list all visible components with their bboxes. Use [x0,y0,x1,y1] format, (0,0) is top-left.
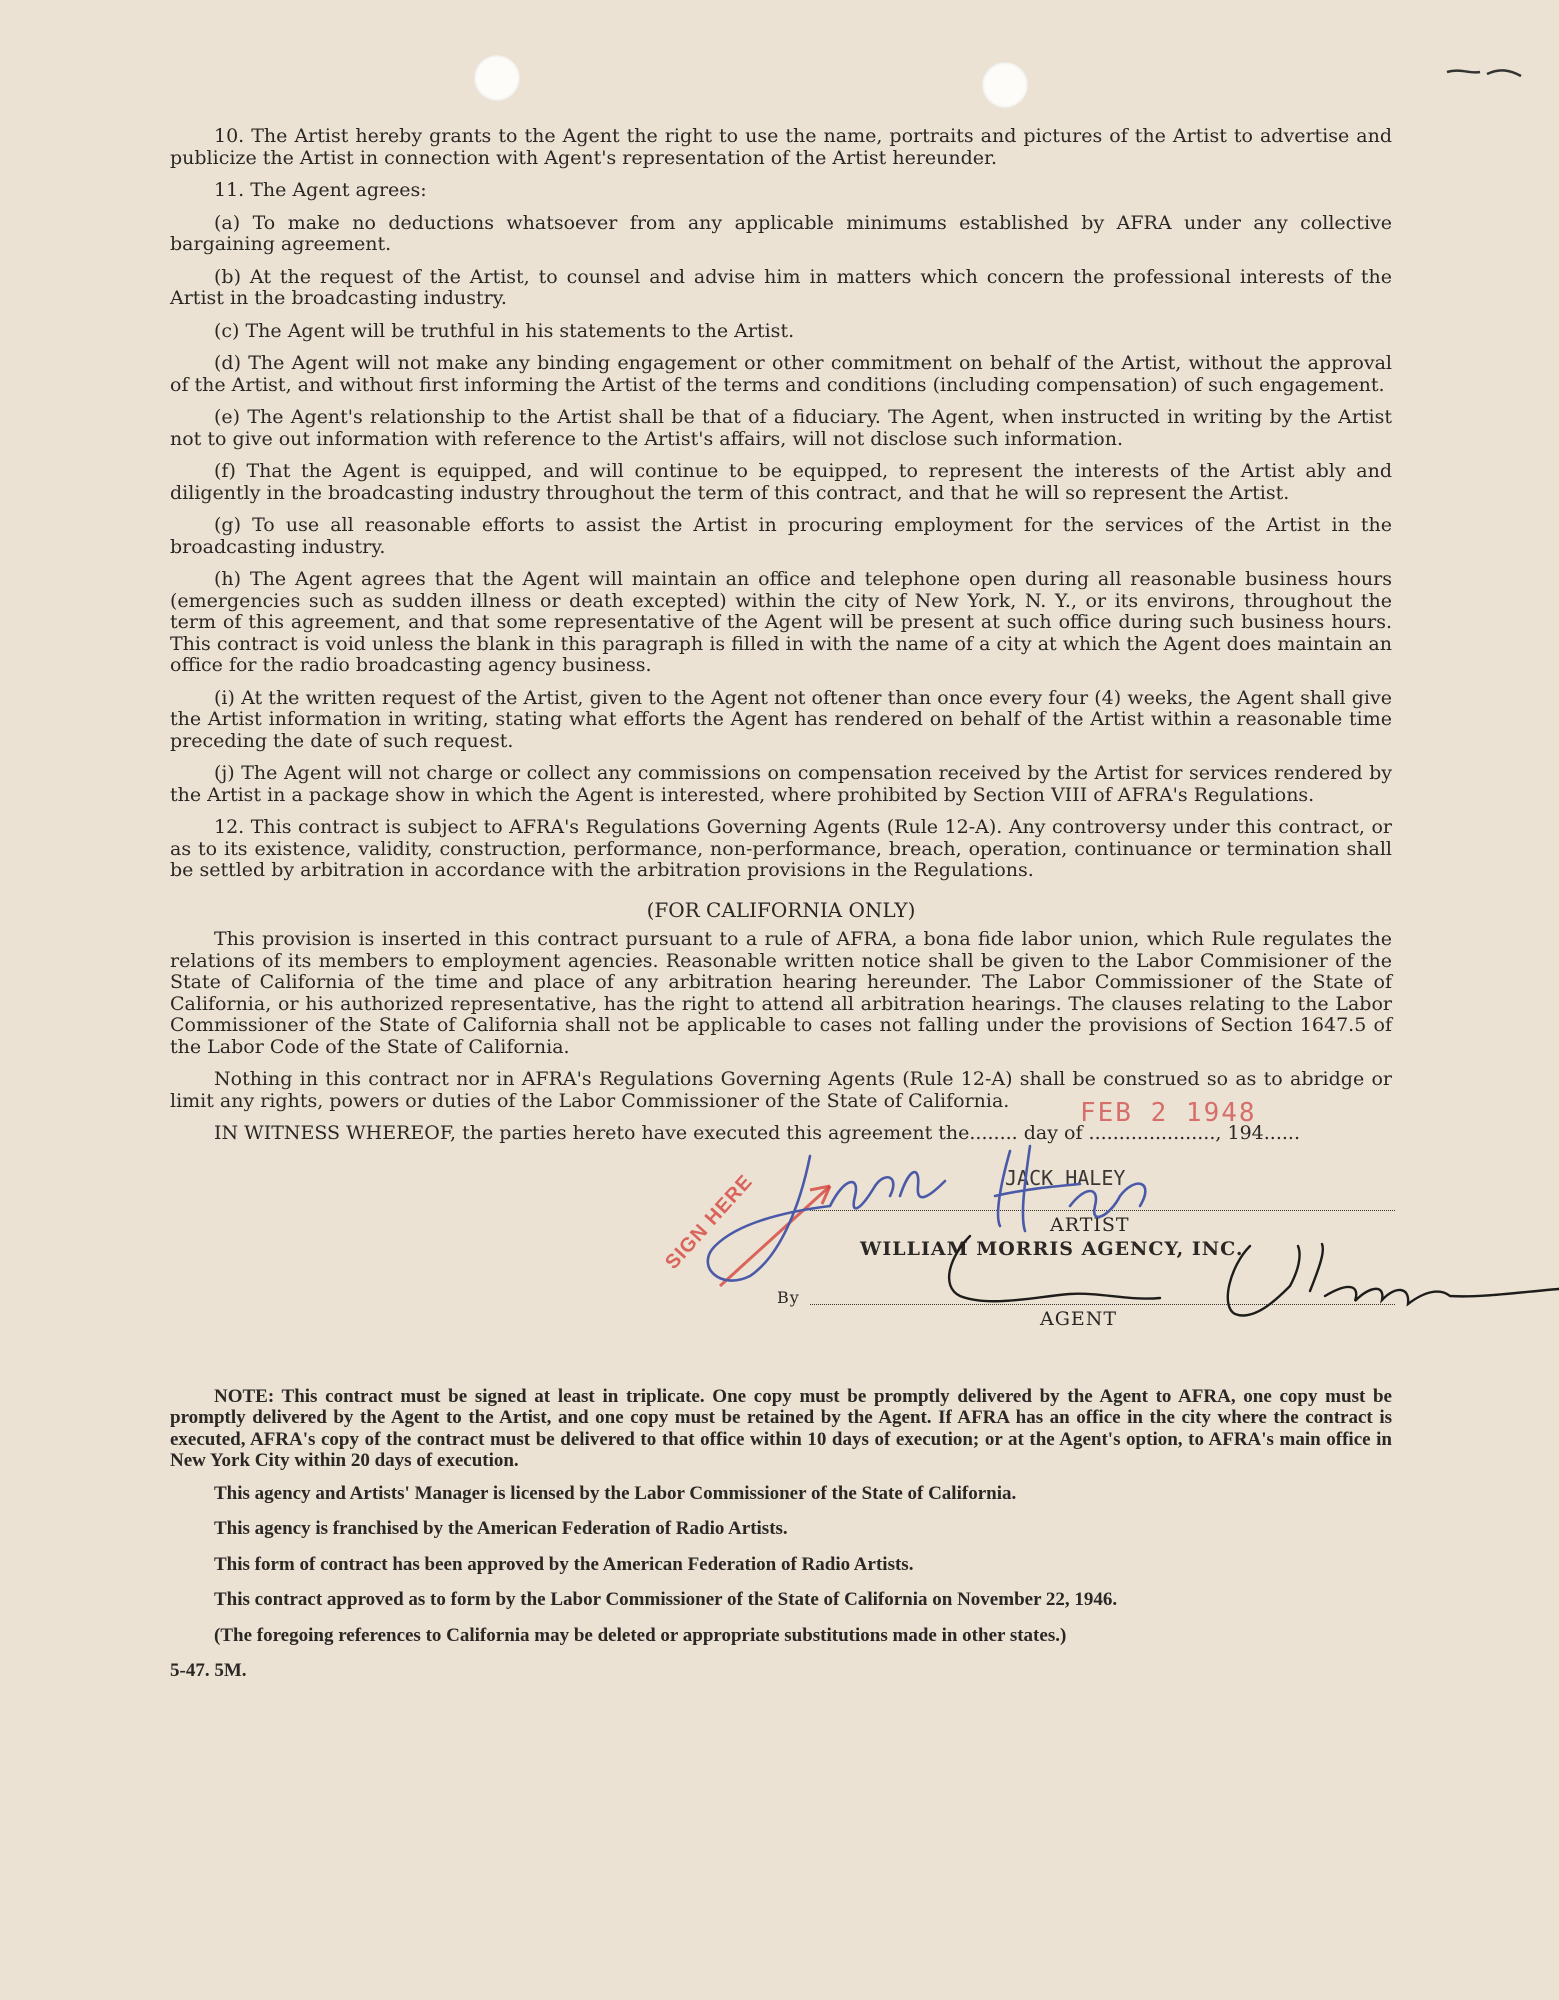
clause-12: 12. This contract is subject to AFRA's Regulations Governing Agents (Rule 12-A). Any controversy under this contract, or as to its existence, validity, construction, performance, non-performance, breach, operation, continuance or termination shall be settled by arbitration in accordance with the arbitration provisions in the Regulations. [170,816,1392,881]
clause-11c: (c) The Agent will be truthful in his statements to the Artist. [214,319,795,342]
labor-approval-statement: This contract approved as to form by the Labor Commissioner of the State of California on November 22, 1946. [214,1589,1118,1610]
agent-handwritten-signature [930,1226,1559,1356]
clause-11j: (j) The Agent will not charge or collect any commissions on compensation received by the Artist for services rendered by the Artist in a package show in which the Agent is interested, where prohibited by Section VIII of AFRA's Regulations. [170,762,1392,806]
agent-label: AGENT [1040,1307,1118,1330]
clause-11h: (h) The Agent agrees that the Agent will maintain an office and telephone open during all reasonable business hours (emergencies such as sudden illness or death excepted) within the city of New York, N. Y., or its environs, throughout the term of this agreement, and that some representative of the Agent will be present at such office during such business hours. This contract is void unless the blank in this paragraph is filled in with the name of a city at which the Agent does maintain an office for the radio broadcasting agency business. [170,568,1392,676]
form-code: 5-47. 5M. [170,1660,247,1681]
received-date-stamp: FEB 2 1948 [1080,1097,1257,1128]
franchised-statement: This agency is franchised by the American Federation of Radio Artists. [214,1518,788,1539]
foregoing-note: (The foregoing references to California may be deleted or appropriate substitutions made in other states.) [214,1624,1067,1646]
witness-text: IN WITNESS WHEREOF, the parties hereto have executed this agreement the [214,1122,970,1144]
sign-here-stamp: SIGN HERE [661,1170,758,1274]
clause-11: 11. The Agent agrees: [214,179,427,201]
artist-typed-name: JACK HALEY [1005,1165,1126,1190]
note-paragraph: NOTE: This contract must be signed at least in triplicate. One copy must be promptly delivered by the Agent to AFRA, one copy must be promptly delivered by the Agent to the Artist, and one copy must be retained by the Agent. If AFRA has an office in the city where the contract is executed, AFRA's copy of the contract must be delivered to that office within 10 days of execution; or at the Agent's option, to AFRA's main office in New York City within 20 days of execution. [170,1385,1392,1471]
california-heading: (FOR CALIFORNIA ONLY) [646,897,916,922]
clause-11f: (f) That the Agent is equipped, and will continue to be equipped, to represent the interests of the Artist ably and diligently in the broadcasting industry throughout the term of this contract, and that he will so represent the Artist. [170,460,1392,504]
clause-11b: (b) At the request of the Artist, to counsel and advise him in matters which concern the professional interests of the Artist in the broadcasting industry. [170,265,1392,309]
punch-hole-left [474,55,520,101]
clause-11d: (d) The Agent will not make any binding engagement or other commitment on behalf of the Artist, without the approval of the Artist, and without first informing the Artist of the terms and conditions (including compensation) of such engagement. [170,352,1392,396]
licensed-statement: This agency and Artists' Manager is licensed by the Labor Commissioner of the State of California. [214,1482,1017,1504]
year-prefix: 194 [1227,1122,1264,1144]
clause-11a: (a) To make no deductions whatsoever from any applicable minimums established by AFRA under any collective bargaining agreement. [170,211,1392,255]
artist-label: ARTIST [1050,1213,1130,1236]
contract-page [170,126,1392,1693]
punch-hole-right [982,62,1028,108]
pen-mark [1445,60,1525,90]
california-nothing-clause: Nothing in this contract nor in AFRA's Regulations Governing Agents (Rule 12-A) shall be construed so as to abridge or limit any rights, powers or duties of the Labor Commissioner of the State of California. [170,1068,1392,1112]
clause-10: 10. The Artist hereby grants to the Agent the right to use the name, portraits and pictures of the Artist to advertise and publicize the Artist in connection with Agent's representation of the Artist hereunder. [170,125,1392,169]
day-of-label: day of [1023,1122,1083,1144]
clause-11e: (e) The Agent's relationship to the Artist shall be that of a fiduciary. The Agent, when instructed in writing by the Artist not to give out information with reference to the Artist's affairs, will not disclose such information. [170,406,1392,450]
california-provision: This provision is inserted in this contract pursuant to a rule of AFRA, a bona fide labor union, which Rule regulates the relations of its members to employment agencies. Reasonable written notice shall be given to the Labor Commisioner of the State of California of the time and place of any arbitration hearing hereunder. The Labor Commissioner of the State of California, or his authorized representative, has the right to attend all arbitration hearings. The clauses relating to the Labor Commissioner of the State of California shall not be applicable to cases not falling under the provisions of Section 1647.5 of the Labor Code of the State of California. [170,928,1392,1058]
clause-11g: (g) To use all reasonable efforts to assist the Artist in procuring employment for the services of the Artist in the broadcasting industry. [170,514,1392,558]
by-label: By [777,1287,800,1307]
agency-name: WILLIAM MORRIS AGENCY, INC. [860,1237,1244,1260]
witness-line: IN WITNESS WHEREOF, the parties hereto have executed this agreement the........ day of ....................., 194...... [214,1122,1300,1144]
afra-approval-statement: This form of contract has been approved by the American Federation of Radio Artists. [214,1553,914,1575]
clause-11i: (i) At the written request of the Artist, given to the Agent not oftener than once every four (4) weeks, the Agent shall give the Artist information in writing, stating what efforts the Agent has rendered on behalf of the Artist within a reasonable time preceding the date of such request. [170,686,1392,752]
